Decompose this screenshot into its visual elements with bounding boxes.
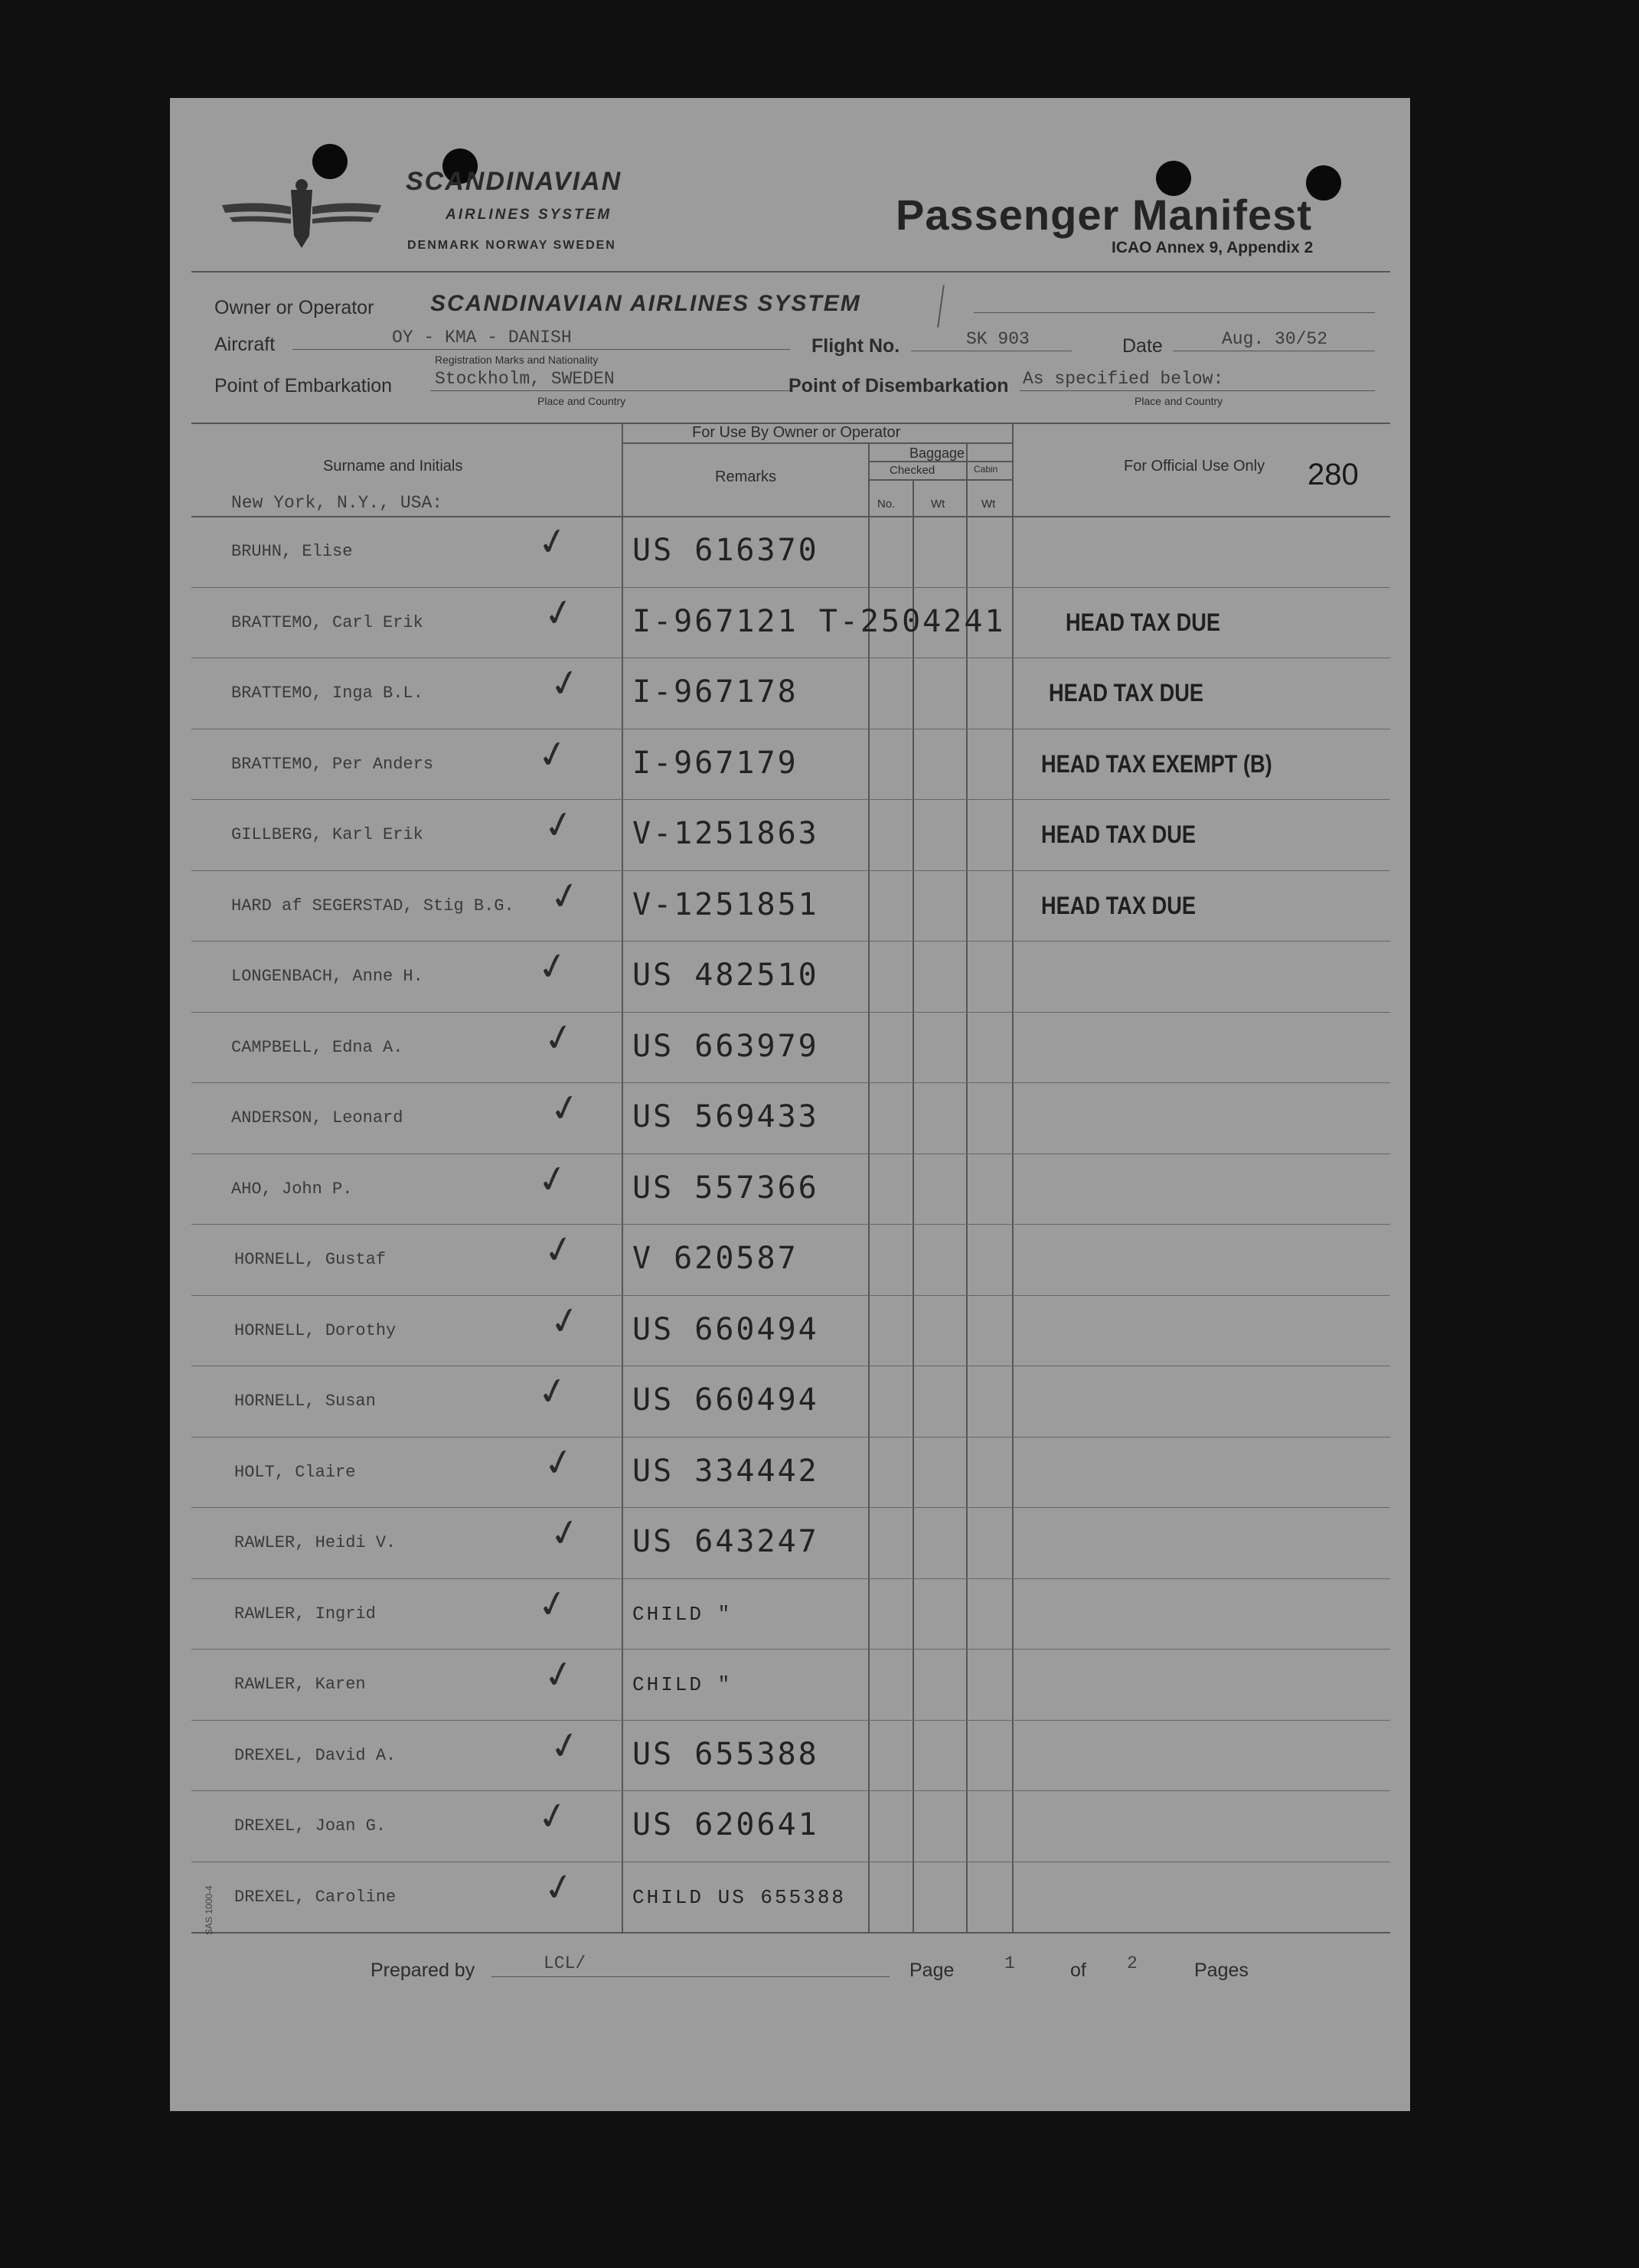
embarkation-value: Stockholm, SWEDEN [435,369,615,389]
header-divider [622,442,1014,444]
document-title: Passenger Manifest [896,191,1312,239]
passenger-remark: CHILD US 655388 [632,1885,847,1909]
passenger-name: BRATTEMO, Carl Erik [231,612,423,632]
of-value: 2 [1127,1953,1138,1973]
checkmark-icon: ✓ [545,1721,585,1770]
owner-value: SCANDINAVIAN AIRLINES SYSTEM [430,291,861,316]
row-divider [191,1649,1390,1650]
passenger-name: LONGENBACH, Anne H. [231,967,423,986]
checkmark-icon: ✓ [539,1650,579,1699]
date-value: Aug. 30/52 [1222,329,1328,349]
passenger-name: ANDERSON, Leonard [231,1108,403,1127]
embarkation-note: Place and Country [537,395,626,407]
aircraft-note: Registration Marks and Nationality [435,354,599,366]
checkmark-icon: ✓ [539,588,579,638]
passenger-remark: US 557366 [632,1170,819,1206]
passenger-remark: US 660494 [632,1382,819,1418]
flight-label: Flight No. [811,335,900,357]
airline-countries: DENMARK NORWAY SWEDEN [407,239,616,252]
field-underline [974,312,1375,313]
passenger-remark: US 643247 [632,1524,819,1559]
passenger-name: CAMPBELL, Edna A. [231,1037,403,1057]
page-value: 1 [1004,1953,1015,1973]
passenger-remark: V 620587 [632,1241,798,1276]
field-underline [491,1976,890,1977]
flight-value: SK 903 [966,329,1030,349]
pages-label: Pages [1194,1960,1249,1981]
checkmark-icon: ✓ [539,1013,579,1062]
embarkation-label: Point of Embarkation [214,375,393,396]
field-underline [430,390,790,391]
checkmark-icon: ✓ [539,801,579,850]
airline-name: SCANDINAVIAN [406,167,622,196]
passenger-remark: I-967178 [632,674,798,710]
divider [191,271,1390,272]
header-divider [868,479,1014,481]
row-divider [191,870,1390,871]
official-note: HEAD TAX DUE [1041,821,1196,848]
checkmark-icon: ✓ [545,1296,585,1346]
row-divider [191,1012,1390,1013]
disembarkation-value: As specified below: [1023,369,1224,389]
passenger-remark: CHILD " [632,1673,733,1696]
disembarkation-label: Point of Disembarkation [788,375,1009,396]
passenger-name: HARD af SEGERSTAD, Stig B.G. [231,896,514,915]
passenger-remark: V-1251851 [632,886,819,922]
aircraft-label: Aircraft [214,334,276,355]
checkmark-icon: ✓ [539,1225,579,1274]
passenger-remark: CHILD " [632,1602,733,1626]
passenger-name: HORNELL, Gustaf [234,1250,387,1269]
checkmark-icon: ✓ [539,1437,579,1487]
row-divider [191,1578,1390,1579]
col-header-official: For Official Use Only [1124,458,1265,475]
passenger-name: HOLT, Claire [234,1462,356,1482]
row-divider [191,799,1390,800]
column-divider [868,442,870,1932]
passenger-name: DREXEL, Caroline [234,1887,397,1907]
passenger-name: BRATTEMO, Inga B.L. [231,684,423,703]
owner-label: Owner or Operator [214,297,374,318]
passenger-name: RAWLER, Heidi V. [234,1533,397,1552]
page-label: Page [909,1960,955,1981]
passenger-name: HORNELL, Dorothy [234,1320,397,1340]
checkmark-icon: ✓ [545,871,585,921]
sheet-number: 280 [1308,458,1359,491]
checkmark-icon: ✓ [539,1862,579,1912]
row-divider [191,1720,1390,1721]
aircraft-value: OY - KMA - DANISH [392,328,572,348]
passenger-name: BRUHN, Elise [231,542,353,561]
divider [937,285,945,328]
passenger-remark: US 482510 [632,958,819,993]
document-subtitle: ICAO Annex 9, Appendix 2 [1112,239,1314,256]
passenger-remark: US 616370 [632,533,819,568]
checkmark-icon: ✓ [533,1154,573,1204]
column-divider [1012,423,1014,1932]
table-bottom-border [191,1932,1390,1934]
passenger-remark: US 655388 [632,1736,819,1772]
row-divider [191,587,1390,588]
passenger-remark: I-967121 T-2504241 [632,603,1006,639]
checkmark-icon: ✓ [533,942,573,991]
passenger-remark: US 620641 [632,1807,819,1842]
passenger-name: RAWLER, Ingrid [234,1604,376,1623]
form-code: SAS 1000-4 [204,1885,214,1935]
checkmark-icon: ✓ [545,1509,585,1558]
official-note: HEAD TAX DUE [1041,891,1196,919]
passenger-name: GILLBERG, Karl Erik [231,825,423,844]
passenger-remark: US 660494 [632,1311,819,1347]
row-divider [191,1790,1390,1791]
checkmark-icon: ✓ [545,659,585,708]
col-header-remarks: Remarks [715,468,777,485]
row-divider [191,1224,1390,1225]
field-underline [1020,390,1375,391]
official-note: HEAD TAX EXEMPT (B) [1041,749,1272,778]
col-header-name: Surname and Initials [323,458,463,475]
col-header-wt-cabin: Wt [981,498,996,511]
row-divider [191,1295,1390,1296]
passenger-name: AHO, John P. [231,1179,353,1199]
column-divider [913,479,914,1932]
destination: New York, N.Y., USA: [231,493,443,513]
airline-wings-logo-icon [214,175,389,251]
passenger-name: DREXEL, David A. [234,1745,397,1765]
passenger-remark: I-967179 [632,745,798,781]
checkmark-icon: ✓ [545,1084,585,1133]
checkmark-icon: ✓ [533,1579,573,1629]
checkmark-icon: ✓ [533,729,573,779]
column-divider [966,442,968,1932]
col-header-wt: Wt [931,498,945,511]
passenger-remark: V-1251863 [632,816,819,851]
column-divider [622,423,623,1932]
field-underline [292,349,790,350]
disembarkation-note: Place and Country [1135,395,1223,407]
official-note: HEAD TAX DUE [1066,608,1220,636]
col-header-checked: Checked [890,464,935,477]
checkmark-icon: ✓ [533,1792,573,1841]
passenger-name: BRATTEMO, Per Anders [231,754,434,774]
passenger-name: DREXEL, Joan G. [234,1816,387,1836]
airline-subname: AIRLINES SYSTEM [446,207,612,223]
col-header-cabin: Cabin [974,464,998,475]
checkmark-icon: ✓ [533,1367,573,1416]
of-label: of [1070,1960,1086,1981]
row-divider [191,1507,1390,1508]
passenger-remark: US 663979 [632,1028,819,1064]
col-header-no: No. [877,498,896,511]
passenger-name: RAWLER, Karen [234,1675,366,1694]
checkmark-icon: ✓ [533,517,573,566]
prepared-value: LCL/ [544,1953,586,1973]
header-divider [191,516,1390,517]
col-header-baggage: Baggage [909,445,965,461]
manifest-document [170,98,1410,2111]
col-header-operator: For Use By Owner or Operator [692,424,901,441]
date-label: Date [1122,335,1163,357]
passenger-remark: US 334442 [632,1453,819,1489]
passenger-remark: US 569433 [632,1099,819,1134]
row-divider [191,1082,1390,1083]
prepared-label: Prepared by [371,1960,475,1981]
official-note: HEAD TAX DUE [1049,679,1203,707]
passenger-name: HORNELL, Susan [234,1392,376,1411]
